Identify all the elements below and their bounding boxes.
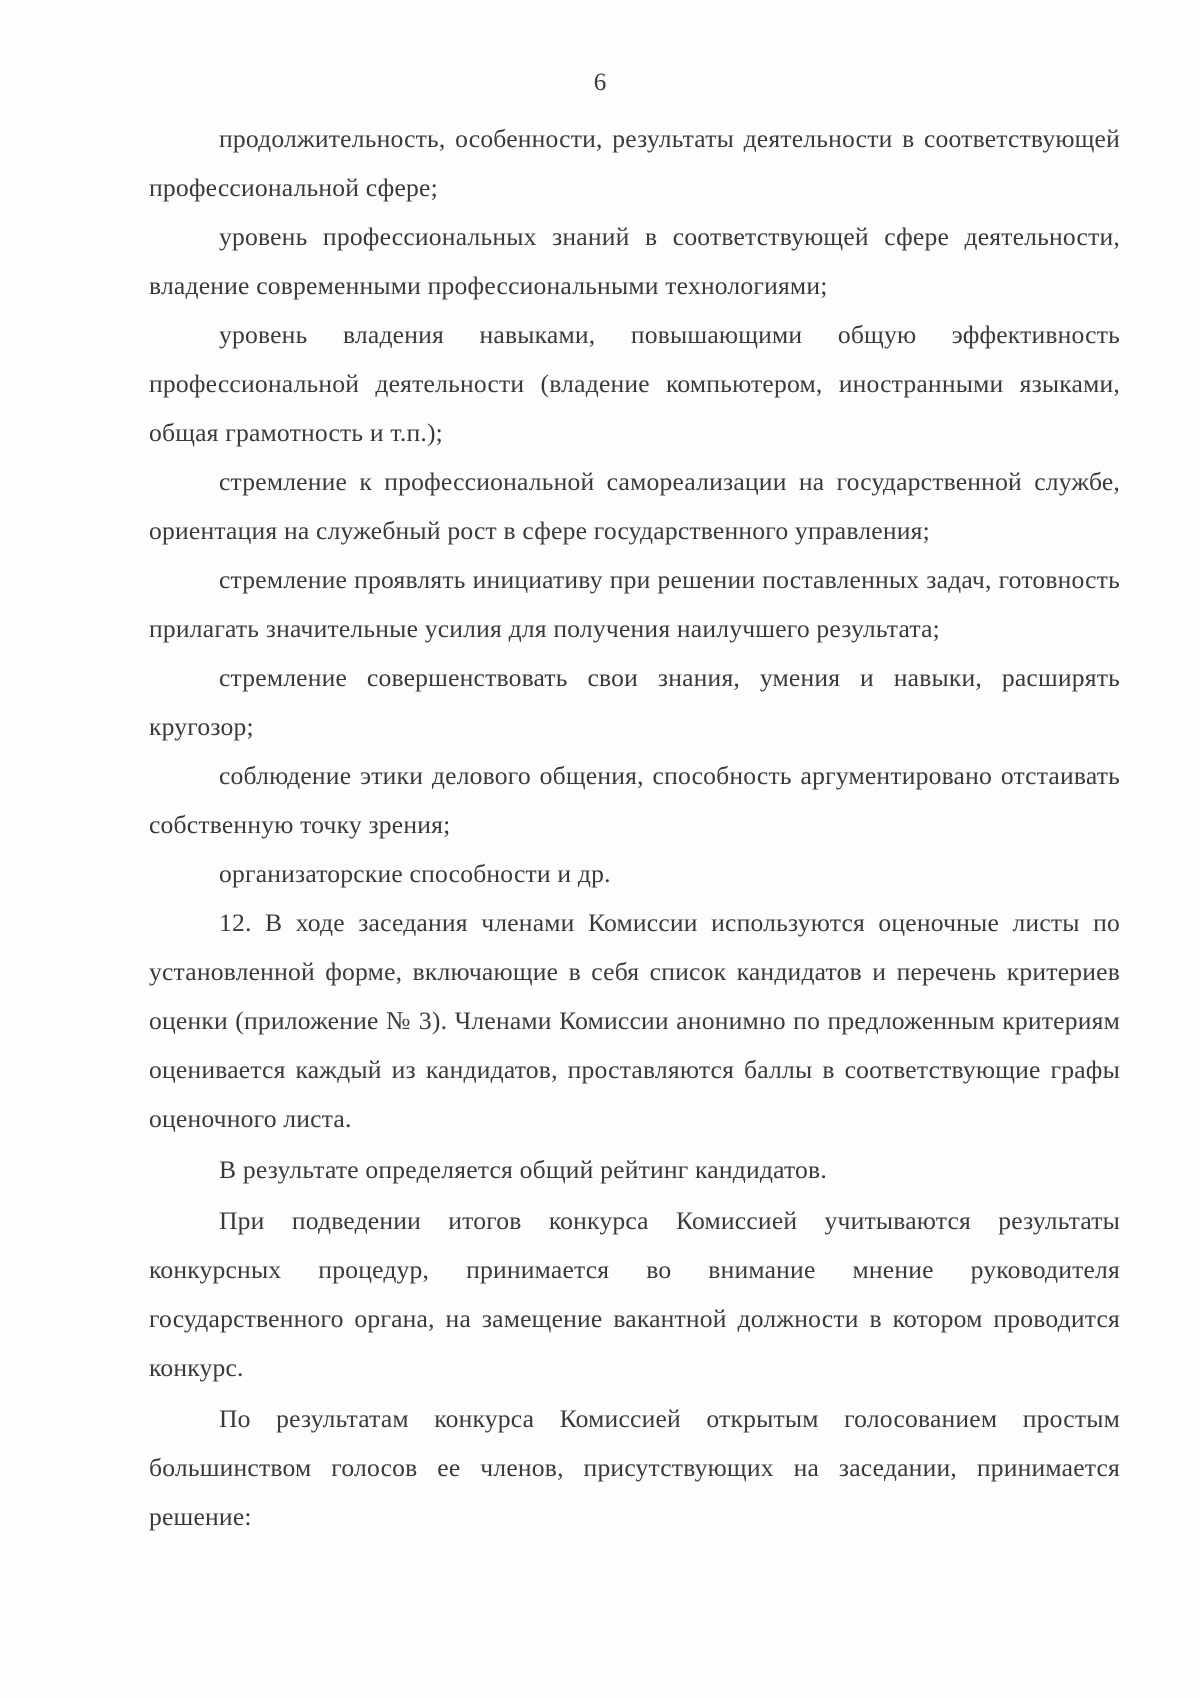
paragraph-criterion-experience: продолжительность, особенности, результаты деятельности в соответствующей профессиональной сфере; (149, 124, 1120, 202)
paragraph-rating: В результате определяется общий рейтинг кандидатов. (219, 1155, 827, 1184)
paragraph-criterion-skills: уровень владения навыками, повышающими общую эффективность профессиональной деятельности (владение компьютером, иностранными языками, общая грамотность и т.п.); (149, 320, 1120, 447)
paragraph-criterion-initiative: стремление проявлять инициативу при решении поставленных задач, готовность прилагать значительные усилия для получения наилучшего результата; (149, 565, 1120, 643)
paragraph-section-12: 12. В ходе заседания членами Комиссии используются оценочные листы по установленной форме, включающие в себя список кандидатов и перечень критериев оценки (приложение № 3). Членами Комиссии анонимно по предложенным критериям оценивается каждый из кандидатов, проставляются баллы в соответствующие графы оценочного листа. (149, 908, 1120, 1133)
document-body (149, 114, 1120, 1541)
paragraph-criterion-organization: организаторские способности и др. (219, 859, 611, 888)
paragraph-criterion-self-realization: стремление к профессиональной самореализации на государственной службе, ориентация на служебный рост в сфере государственного управления; (149, 467, 1120, 545)
paragraph-results-summary: При подведении итогов конкурса Комиссией учитываются результаты конкурсных процедур, принимается во внимание мнение руководителя государственного органа, на замещение вакантной должности в котором проводится конкурс. (149, 1206, 1120, 1382)
paragraph-criterion-ethics: соблюдение этики делового общения, способность аргументировано отстаивать собственную точку зрения; (149, 761, 1120, 839)
paragraph-decision: По результатам конкурса Комиссией открытым голосованием простым большинством голосов ее членов, присутствующих на заседании, принимается решение: (149, 1404, 1120, 1531)
paragraph-criterion-improvement: стремление совершенствовать свои знания, умения и навыки, расширять кругозор; (149, 663, 1120, 741)
paragraph-criterion-knowledge: уровень профессиональных знаний в соответствующей сфере деятельности, владение современными профессиональными технологиями; (149, 222, 1120, 300)
page-number: 6 (593, 69, 607, 96)
